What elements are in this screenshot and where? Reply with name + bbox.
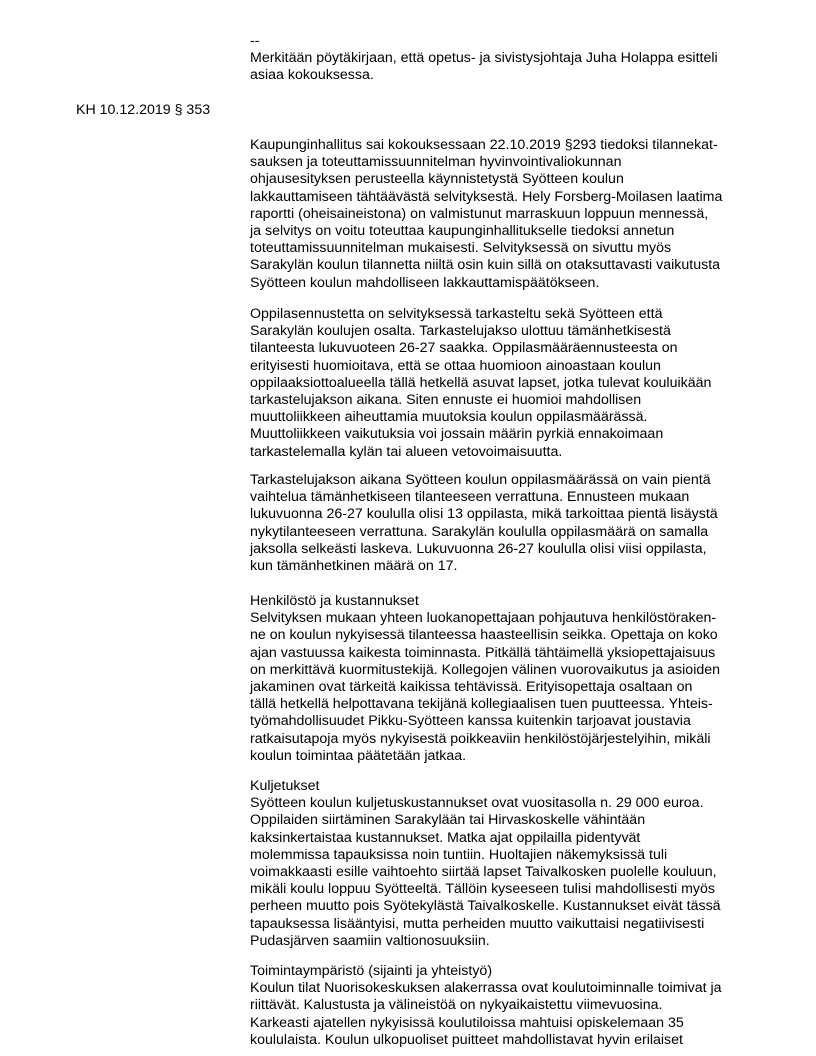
paragraph-line: Karkeasti ajatellen nykyisissä koulutiloissa mahtuisi opiskelemaan 35 — [250, 1014, 684, 1031]
paragraph-line: lukuvuonna 26-27 koululla olisi 13 oppilasta, mikä tarkoittaa pientä lisäystä — [250, 506, 718, 523]
section-heading: Kuljetukset — [250, 778, 320, 794]
paragraph-block — [250, 472, 770, 575]
paragraph-block — [250, 137, 770, 292]
paragraph-line: tapauksessa lisääntyisi, mutta perheiden muutto vaikuttaisi negatiivisesti — [250, 915, 705, 932]
paragraph-line: tarkastelemalla kylän tai alueen vetovoimaisuutta. — [250, 443, 563, 460]
section-henkilosto — [250, 593, 770, 765]
paragraph-line: työmahdollisuudet Pikku-Syötteen kanssa kuitenkin tarjoavat joustavia — [250, 713, 691, 730]
paragraph-line: raportti (oheisaineistona) on valmistunut marraskuun loppuun mennessä, — [250, 205, 709, 222]
paragraph-line: kun tämänhetkinen määrä on 17. — [250, 558, 458, 575]
paragraph-line: on merkittävä kuormitustekijä. Kollegojen välinen vuorovaikutus ja asioiden — [250, 661, 721, 678]
paragraph-line: vaihtelua tämänhetkiseen tilanteeseen verrattuna. Ennusteen mukaan — [250, 489, 690, 506]
paragraph-line: Oppilasennustetta on selvityksessä tarkasteltu sekä Syötteen että — [250, 306, 663, 322]
paragraph-line: Sarakylän koulujen osalta. Tarkastelujakso ulottuu tämänhetkisestä — [250, 323, 671, 340]
paragraph-line: Koulun tilat Nuorisokeskuksen alakerrassa ovat koulutoiminnalle toimivat ja — [250, 980, 722, 997]
intro-line: asiaa kokouksessa. — [250, 67, 374, 84]
paragraph-line: Muuttoliikkeen vaikutuksia voi jossain määrin pyrkiä ennakoimaan — [250, 426, 664, 443]
paragraph-block — [250, 306, 770, 461]
paragraph-line: tällä hetkellä helpottavana tekijänä kollegiaalisen tuen puutteessa. Yhteis- — [250, 696, 713, 713]
paragraph-line: ratkaisutapoja myös nykyisestä poikkeaviin henkilöstöjärjestelyihin, mikäli — [250, 730, 711, 747]
section-heading: Toimintaympäristö (sijainti ja yhteistyö) — [250, 963, 493, 979]
paragraph-line: tarkastelujakson aikana. Siten ennuste ei huomioi mahdollisen — [250, 392, 642, 409]
paragraph-line: Kaupunginhallitus sai kokouksessaan 22.10.2019 §293 tiedoksi tilannekat- — [250, 137, 718, 153]
paragraph-line: ohjausesityksen perusteella käynnistetystä Syötteen koulun — [250, 171, 624, 188]
section-heading: Henkilöstö ja kustannukset — [250, 593, 419, 609]
paragraph-line: ne on koulun nykyisessä tilanteessa haasteellisin seikka. Opettaja on koko — [250, 627, 718, 644]
paragraph-line: Oppilaiden siirtäminen Sarakylään tai Hirvaskoskelle vähintään — [250, 812, 646, 829]
paragraph-line: Tarkastelujakson aikana Syötteen koulun oppilasmäärässä on vain pientä — [250, 472, 711, 488]
paragraph-line: jakaminen ovat tärkeitä kaikissa tehtävissä. Erityisopettaja osaltaan on — [250, 679, 693, 696]
paragraph-line: lakkauttamiseen tähtäävästä selvityksestä. Hely Forsberg-Moilasen laatima — [250, 188, 723, 205]
intro-section — [250, 33, 770, 85]
paragraph-line: oppilaaksiottoalueella tällä hetkellä asuvat lapset, jotka tulevat kouluikään — [250, 374, 712, 391]
paragraph-line: mikäli koulu loppuu Syötteeltä. Tällöin kyseeseen tulisi mahdollisesti myös — [250, 881, 716, 898]
paragraph-line: ajan vastuussa kaikesta toiminnasta. Pitkällä tähtäimellä yksiopettajaisuus — [250, 644, 716, 661]
paragraph-line: sauksen ja toteuttamissuunnitelman hyvinvointivaliokunnan — [250, 154, 622, 171]
paragraph-line: Selvityksen mukaan yhteen luokanopettajaan pohjautuva henkilöstöraken- — [250, 610, 717, 627]
paragraph-line: nykytilanteeseen verrattuna. Sarakylän koululla oppilasmäärä on samalla — [250, 523, 709, 540]
paragraph-line: riittävät. Kalustusta ja välineistöä on nykyaikaistettu viimevuosina. — [250, 997, 663, 1014]
paragraph-line: muuttoliikkeen aiheuttamia muutoksia koulun oppilasmäärässä. — [250, 409, 648, 426]
paragraph-line: perheen muutto pois Syötekylästä Taivalkoskelle. Kustannukset eivät tässä — [250, 898, 721, 915]
paragraph-line: toteuttamissuunnitelman mukaisesti. Selvityksessä on sivuttu myös — [250, 240, 672, 257]
paragraph-line: Syötteen koulun kuljetuskustannukset ovat vuositasolla n. 29 000 euroa. — [250, 795, 704, 812]
paragraph-line: voimakkaasti esille vaihtoehto siirtää lapset Taivalkosken puolelle kouluun, — [250, 864, 717, 881]
intro-line: Merkitään pöytäkirjaan, että opetus- ja sivistysjohtaja Juha Holappa esitteli — [250, 50, 718, 67]
paragraph-line: Syötteen koulun mahdolliseen lakkauttamispäätökseen. — [250, 274, 600, 291]
paragraph-line: koulun toimintaa päätetään jatkaa. — [250, 747, 467, 764]
paragraph-line: molemmissa tapauksissa noin tuntiin. Huoltajien näkemyksissä tuli — [250, 846, 668, 863]
paragraph-line: Pudasjärven saamiin valtionosuuksiin. — [250, 932, 490, 949]
paragraph-line: tilanteesta lukuvuoteen 26-27 saakka. Oppilasmääräennusteesta on — [250, 340, 678, 357]
section-kuljetukset — [250, 778, 770, 950]
paragraph-line: ja selvitys on voitu toteuttaa kaupunginhallitukselle tiedoksi annetun — [250, 223, 675, 240]
dash-separator: -- — [250, 33, 260, 49]
paragraph-line: kaksinkertaistaa kustannukset. Matka ajat oppilailla pidentyvät — [250, 829, 641, 846]
section-toimintaymparisto — [250, 963, 770, 1049]
paragraph-line: erityisesti huomioitava, että se ottaa huomioon ainoastaan koulun — [250, 357, 661, 374]
paragraph-line: koululaista. Koulun ulkopuoliset puitteet mahdollistavat hyvin erilaiset — [250, 1031, 683, 1048]
paragraph-line: Sarakylän koulun tilannetta niiltä osin kuin sillä on otaksuttavasti vaikutusta — [250, 257, 721, 274]
meeting-reference: KH 10.12.2019 § 353 — [76, 102, 211, 118]
paragraph-line: jaksolla selkeästi laskeva. Lukuvuonna 26-27 koululla olisi viisi oppilasta, — [250, 540, 707, 557]
